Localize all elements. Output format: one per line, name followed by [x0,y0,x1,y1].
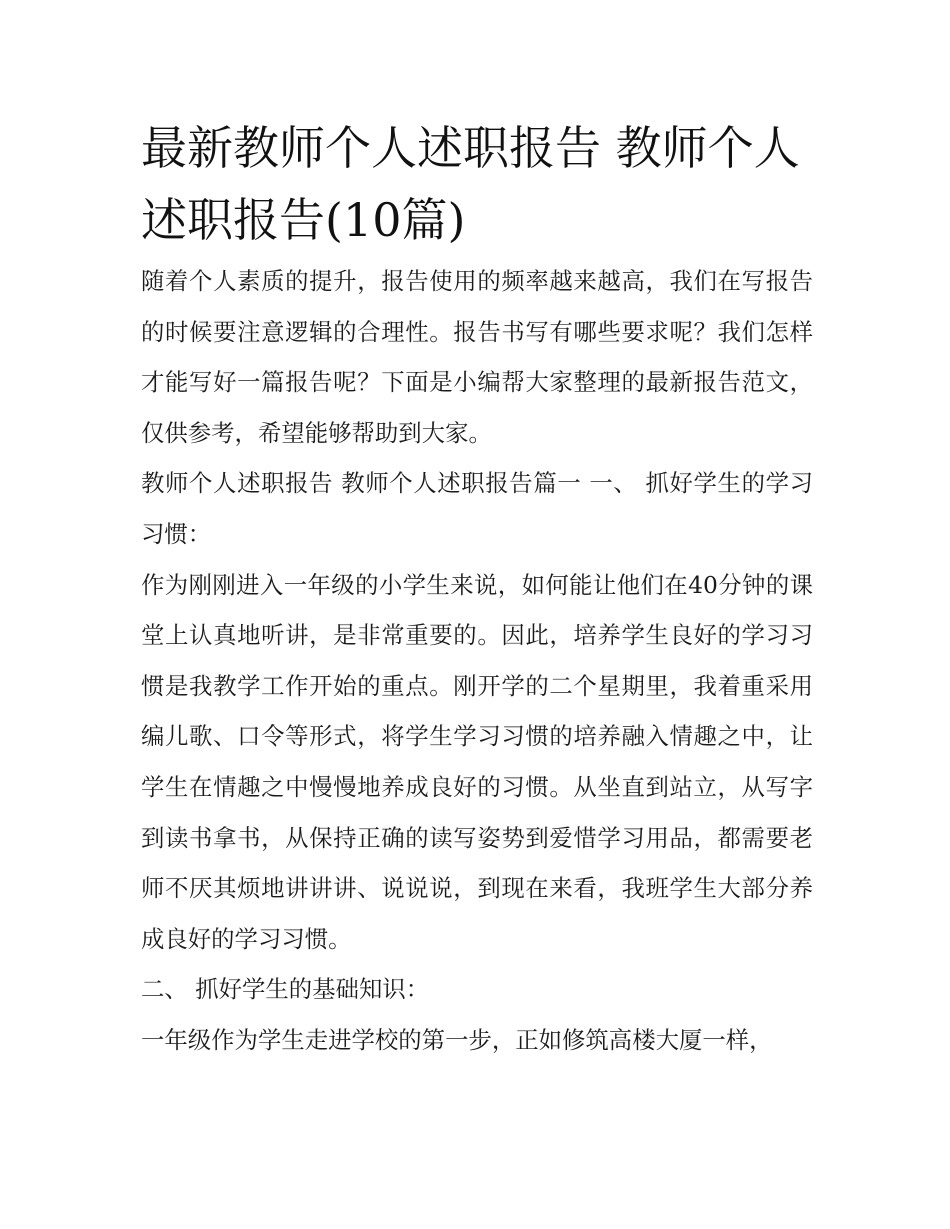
document-content [141,112,813,1066]
title-block [141,112,813,256]
paragraph-section-one-heading: 教师个人述职报告 教师个人述职报告篇一 一、 抓好学生的学习习惯： [141,469,813,548]
document-title: 最新教师个人述职报告 教师个人述职报告(10篇) [141,121,800,247]
paragraph-section-two-heading: 二、 抓好学生的基础知识： [141,975,430,1004]
paragraph-section-two-body: 一年级作为学生走进学校的第一步，正如修筑高楼大厦一样， [141,1025,773,1054]
paragraph-intro: 随着个人素质的提升，报告使用的频率越来越高，我们在写报告的时候要注意逻辑的合理性。报告书写有哪些要求呢？我们怎样才能写好一篇报告呢？下面是小编帮大家整理的最新报告范文，仅供参考，希望能够帮助到大家。 [141,267,813,447]
document-body [141,256,813,1066]
paragraph-section-one-body: 作为刚刚进入一年级的小学生来说，如何能让他们在40分钟的课堂上认真地听讲，是非常重要的。因此，培养学生良好的学习习惯是我教学工作开始的重点。刚开学的二个星期里，我着重采用编儿歌、口令等形式，将学生学习习惯的培养融入情趣之中，让学生在情趣之中慢慢地养成良好的习惯。从坐直到站立，从写字到读书拿书，从保持正确的读写姿势到爱惜学习用品，都需要老师不厌其烦地讲讲讲、说说说，到现在来看，我班学生大部分养成良好的学习习惯。 [141,570,813,953]
